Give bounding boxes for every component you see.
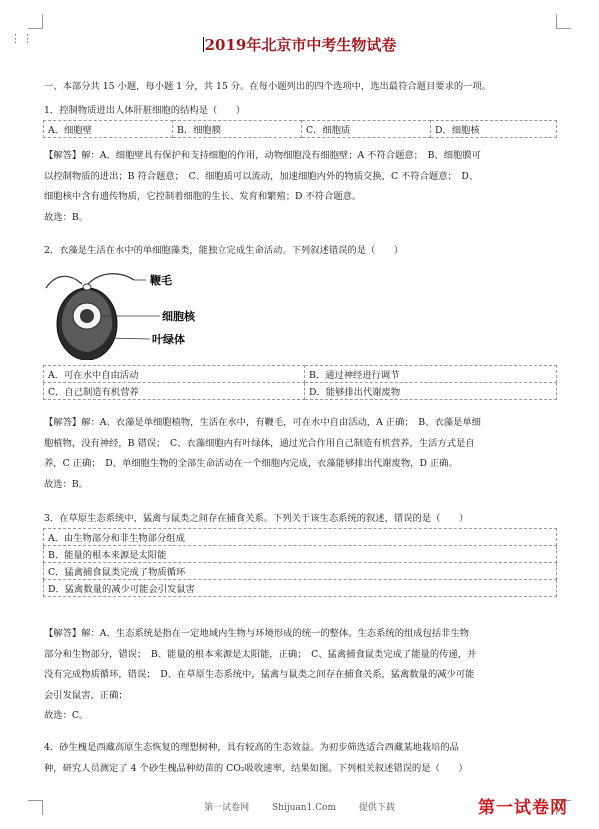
document-title[interactable]	[0, 34, 599, 55]
option-c[interactable]: C．猛禽捕食鼠类完成了物质循环	[44, 563, 557, 580]
option-a[interactable]: A．可在水中自由活动	[44, 366, 305, 383]
site-logo: 第一试卷网	[478, 798, 568, 818]
section-intro: 一、本部分共 15 小题，每小题 1 分，共 15 分。在每小题列出的四个选项中，选出最符合题目要求的一项。	[44, 81, 492, 92]
title-text: 2019年北京市中考生物试卷	[204, 36, 397, 54]
label-nucleus: 细胞核	[162, 310, 195, 323]
analysis-line: 【解答】解：A、衣藻是单细胞植物，生活在水中，有鞭毛，可在水中自由活动，A 正确； B、衣藻是单细	[44, 417, 481, 428]
option-b[interactable]: B．细胞膜	[173, 121, 302, 138]
nucleolus	[80, 309, 94, 323]
stem-line: 种，研究人员测定了 4 个砂生槐品种幼苗的 CO₂吸收速率，结果如图。下列相关叙述错误的是（ ）	[44, 762, 468, 774]
footer-download-text: 提供下载	[358, 803, 395, 813]
question-2-analysis	[44, 413, 558, 495]
flagellum-right	[88, 274, 134, 284]
option-d[interactable]: D．能够排出代谢废物	[305, 383, 557, 400]
label-chloroplast: 叶绿体	[152, 333, 185, 346]
option-b[interactable]: B．通过神经进行调节	[305, 366, 557, 383]
option-a[interactable]: A．由生物部分和非生物部分组成	[44, 529, 557, 546]
chlamydomonas-figure	[42, 266, 212, 360]
question-1-analysis	[44, 146, 558, 228]
footer-site-url[interactable]: Shijuan1.Com	[271, 803, 336, 813]
answer-line: 故选：B。	[44, 211, 89, 223]
analysis-line: 【解答】解：A、细胞壁具有保护和支持细胞的作用，动物细胞没有细胞壁；A 不符合题意； B、细胞膜可	[44, 150, 481, 161]
answer-line: 故选：C。	[44, 710, 89, 721]
footer-site-name: 第一试卷网	[204, 803, 250, 813]
eyespot	[83, 284, 91, 290]
answer-line: 故选：B。	[44, 478, 89, 490]
option-d[interactable]: D．猛禽数量的减少可能会引发鼠害	[44, 580, 557, 597]
analysis-line: 胞植物，没有神经，B 错误； C、衣藻细胞内有叶绿体，通过光合作用自己制造有机营养，生活方式是自	[44, 437, 475, 449]
question-3-analysis	[44, 624, 558, 727]
question-2-stem: 2．衣藻是生活在水中的单细胞藻类，能独立完成生命活动。下列叙述错误的是（ ）	[44, 245, 404, 256]
analysis-line: 养，C 正确； D、单细胞生物的全部生命活动在一个细胞内完成，衣藻能够排出代谢废物，D 正确。	[44, 458, 458, 469]
option-b[interactable]: B．能量的根本来源是太阳能	[44, 546, 557, 563]
chlamydomonas-diagram	[42, 266, 212, 360]
analysis-line: 部分和生物部分，错误； B、能量的根本来源是太阳能，正确； C、猛禽捕食鼠类完成了能量的传递，并	[44, 648, 477, 660]
option-a[interactable]: A．细胞壁	[44, 121, 173, 138]
question-1-stem: 1．控制物质进出人体肝脏细胞的结构是（ ）	[44, 105, 246, 116]
drag-handle-icon[interactable]: ⋮⋮	[10, 32, 34, 45]
option-c[interactable]: C．细胞质	[302, 121, 431, 138]
analysis-line: 以控制物质的进出；B 符合题意； C、细胞质可以流动，加速细胞内外的物质交换，C 不符合题意； D、	[44, 170, 479, 182]
text-cursor	[203, 37, 204, 52]
option-c[interactable]: C．自己制造有机营养	[44, 383, 305, 400]
question-4-stem	[44, 738, 558, 779]
analysis-line: 细胞核中含有遗传物质，它控制着细胞的生长、发育和繁殖；D 不符合题意。	[44, 191, 362, 202]
margin-corner-mark	[556, 14, 571, 29]
option-d[interactable]: D．细胞核	[431, 121, 557, 138]
analysis-line: 没有完成物质循环，错误； D、在草原生态系统中，猛禽与鼠类之间存在捕食关系，猛禽数量的减少可能	[44, 669, 475, 680]
question-3-options	[43, 528, 557, 597]
question-3-stem: 3．在草原生态系统中，猛禽与鼠类之间存在捕食关系。下列关于该生态系统的叙述，错误的是（ ）	[44, 513, 469, 524]
flagellum-left	[46, 276, 82, 288]
question-2-options	[43, 365, 557, 400]
label-flagellum: 鞭毛	[150, 274, 172, 287]
stem-line: 4．砂生槐是西藏高原生态恢复的理想树种，具有较高的生态效益。为初步筛选适合西藏某地栽培的品	[44, 742, 459, 753]
margin-corner-mark	[28, 14, 43, 29]
question-1-options	[43, 120, 557, 138]
analysis-line: 会引发鼠害，正确；	[44, 689, 128, 701]
analysis-line: 【解答】解：A、生态系统是指在一定地域内生物与环境形成的统一的整体。生态系统的组成包括非生物	[44, 628, 470, 639]
